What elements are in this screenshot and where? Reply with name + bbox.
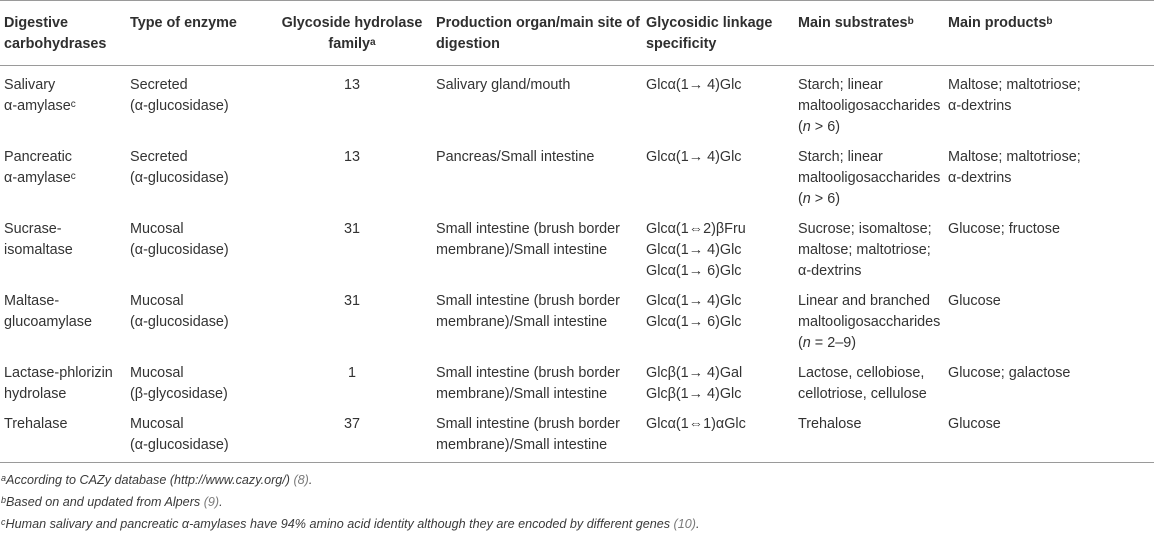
table-row bbox=[0, 354, 1154, 405]
cell-enzyme bbox=[0, 405, 126, 463]
header-enzyme bbox=[0, 1, 126, 66]
table-row bbox=[0, 282, 1154, 354]
header-linkage-line: specificity bbox=[646, 36, 717, 52]
footnote-ref: (9) bbox=[203, 495, 220, 509]
enzyme-type: Secreted bbox=[130, 77, 188, 93]
organ-text: Small intestine (brush border bbox=[436, 365, 620, 381]
cell-substrates bbox=[794, 282, 944, 354]
header-family-line: family$^a$ bbox=[328, 36, 376, 52]
enzyme-type: Mucosal bbox=[130, 221, 184, 237]
product-text: Maltose; maltotriose; bbox=[948, 77, 1081, 93]
linkage-text: Glcα(1→ 4)Glc bbox=[646, 77, 742, 93]
cell-family: 13 bbox=[343, 77, 360, 93]
cell-linkage bbox=[642, 66, 794, 139]
product-text: Glucose bbox=[948, 416, 1001, 432]
substrate-text: Starch; linear bbox=[798, 149, 883, 165]
header-linkage bbox=[642, 1, 794, 66]
cell-linkage bbox=[642, 405, 794, 463]
organ-text: membrane)/Small intestine bbox=[436, 386, 608, 402]
enzyme-type: (β-glycosidase) bbox=[130, 386, 228, 402]
header-family-line: Glycoside hydrolase bbox=[281, 15, 423, 31]
cell-family: 1 bbox=[347, 365, 356, 381]
linkage-text: Glcα(1→ 4)Glc bbox=[646, 293, 742, 309]
substrate-text: cellotriose, cellulose bbox=[798, 386, 927, 402]
footnote-mark: b bbox=[907, 16, 914, 27]
enzyme-name: isomaltase bbox=[4, 242, 73, 258]
cell-family: 31 bbox=[343, 293, 360, 309]
enzyme-name: Lactase-phlorizin bbox=[4, 365, 113, 381]
header-enzyme-line: Digestive bbox=[4, 15, 68, 31]
product-text: Glucose; fructose bbox=[948, 221, 1060, 237]
substrate-text: Linear and branched bbox=[798, 293, 931, 309]
organ-text: Pancreas/Small intestine bbox=[436, 149, 595, 165]
substrate-text: Sucrose; isomaltose; bbox=[798, 221, 932, 237]
linkage-text: Glcα(1→ 6)Glc bbox=[646, 263, 742, 279]
enzyme-type: (α-glucosidase) bbox=[130, 170, 229, 186]
enzyme-name: Sucrase- bbox=[4, 221, 62, 237]
enzyme-name: α-amylase$^c$ bbox=[4, 170, 76, 186]
cell-enzyme bbox=[0, 138, 126, 210]
footnote-end: . bbox=[695, 517, 700, 531]
header-family bbox=[272, 1, 432, 66]
footnote-text: According to CAZy database (http://www.cazy.org/) bbox=[6, 473, 294, 487]
cell-type bbox=[126, 405, 272, 463]
cell-linkage bbox=[642, 282, 794, 354]
cell-linkage bbox=[642, 210, 794, 282]
cell-type bbox=[126, 282, 272, 354]
linkage-text: Glcβ(1→ 4)Gal bbox=[646, 365, 743, 381]
cell-products bbox=[944, 354, 1154, 405]
header-type bbox=[126, 1, 272, 66]
cell-organ bbox=[432, 405, 642, 463]
table-row bbox=[0, 138, 1154, 210]
enzyme-type: (α-glucosidase) bbox=[130, 437, 229, 453]
footnote-mark: a bbox=[1, 473, 7, 483]
footnote-mark: b bbox=[1046, 16, 1053, 27]
header-substrates-line: Main substrates$^b$ bbox=[798, 15, 914, 31]
cell-products bbox=[944, 138, 1154, 210]
enzyme-type: Mucosal bbox=[130, 365, 184, 381]
enzyme-name: Trehalase bbox=[4, 416, 68, 432]
product-text: Glucose; galactose bbox=[948, 365, 1071, 381]
header-row bbox=[0, 1, 1154, 66]
linkage-text: Glcα(1→ 4)Glc bbox=[646, 149, 742, 165]
cell-enzyme bbox=[0, 66, 126, 139]
header-substrates bbox=[794, 1, 944, 66]
organ-text: Salivary gland/mouth bbox=[436, 77, 571, 93]
enzyme-name: Pancreatic bbox=[4, 149, 72, 165]
footnote-ref: (10) bbox=[673, 517, 696, 531]
header-products-line: Main products$^b$ bbox=[948, 15, 1053, 31]
cell-products bbox=[944, 210, 1154, 282]
product-text: Maltose; maltotriose; bbox=[948, 149, 1081, 165]
table-row bbox=[0, 66, 1154, 139]
cell-organ bbox=[432, 66, 642, 139]
footnote-text: Human salivary and pancreatic α-amylases have 94% amino acid identity although they are encoded by different genes bbox=[5, 517, 674, 531]
product-text: Glucose bbox=[948, 293, 1001, 309]
footnote-mark: a bbox=[370, 37, 376, 48]
linkage-text: Glcα(1⇔1)αGlc bbox=[646, 416, 746, 432]
organ-text: Small intestine (brush border bbox=[436, 221, 620, 237]
footnote-mark: c bbox=[70, 171, 76, 182]
cell-family: 31 bbox=[343, 221, 360, 237]
cell-enzyme bbox=[0, 282, 126, 354]
organ-text: membrane)/Small intestine bbox=[436, 314, 608, 330]
cell-type bbox=[126, 354, 272, 405]
footnote-text: Based on and updated from Alpers bbox=[6, 495, 204, 509]
substrate-range: (n > 6) bbox=[798, 119, 841, 135]
cell-products bbox=[944, 282, 1154, 354]
substrate-text: Trehalose bbox=[798, 416, 862, 432]
cell-substrates bbox=[794, 405, 944, 463]
enzyme-type: (α-glucosidase) bbox=[130, 314, 229, 330]
cell-substrates bbox=[794, 66, 944, 139]
footnote bbox=[1, 491, 1154, 513]
table-row bbox=[0, 405, 1154, 463]
substrate-text: maltose; maltotriose; bbox=[798, 242, 931, 258]
header-enzyme-line: carbohydrases bbox=[4, 36, 107, 52]
enzyme-name: Maltase- bbox=[4, 293, 60, 309]
enzyme-type: Secreted bbox=[130, 149, 188, 165]
substrate-range: (n > 6) bbox=[798, 191, 841, 207]
footnote-end: . bbox=[308, 473, 313, 487]
header-organ-line: Production organ/main site of bbox=[436, 15, 640, 31]
organ-text: membrane)/Small intestine bbox=[436, 437, 608, 453]
cell-products bbox=[944, 66, 1154, 139]
header-type-line: Type of enzyme bbox=[130, 15, 237, 31]
footnote-mark: c bbox=[70, 99, 76, 110]
enzyme-type: Mucosal bbox=[130, 293, 184, 309]
organ-text: Small intestine (brush border bbox=[436, 416, 620, 432]
organ-text: membrane)/Small intestine bbox=[436, 242, 608, 258]
footnote bbox=[1, 469, 1154, 491]
enzyme-type: (α-glucosidase) bbox=[130, 98, 229, 114]
cell-substrates bbox=[794, 210, 944, 282]
cell-enzyme bbox=[0, 210, 126, 282]
enzyme-name: α-amylase$^c$ bbox=[4, 98, 76, 114]
linkage-text: Glcα(1⇔2)βFru bbox=[646, 221, 746, 237]
cell-type bbox=[126, 66, 272, 139]
enzyme-name: Salivary bbox=[4, 77, 56, 93]
cell-linkage bbox=[642, 354, 794, 405]
cell-organ bbox=[432, 210, 642, 282]
cell-family: 13 bbox=[343, 149, 360, 165]
substrate-text: Lactose, cellobiose, bbox=[798, 365, 925, 381]
cell-organ bbox=[432, 282, 642, 354]
header-products bbox=[944, 1, 1154, 66]
product-text: α-dextrins bbox=[948, 98, 1012, 114]
table-row bbox=[0, 210, 1154, 282]
footnote-mark: c bbox=[1, 517, 6, 527]
cell-type bbox=[126, 210, 272, 282]
footnotes bbox=[0, 469, 1154, 535]
cell-substrates bbox=[794, 354, 944, 405]
substrate-text: α-dextrins bbox=[798, 263, 862, 279]
cell-organ bbox=[432, 138, 642, 210]
footnote bbox=[1, 513, 1154, 535]
cell-enzyme bbox=[0, 354, 126, 405]
table-body bbox=[0, 66, 1154, 463]
linkage-text: Glcα(1→ 6)Glc bbox=[646, 314, 742, 330]
linkage-text: Glcα(1→ 4)Glc bbox=[646, 242, 742, 258]
substrate-range: (n = 2–9) bbox=[798, 335, 857, 351]
substrate-text: maltooligosaccharides bbox=[798, 314, 941, 330]
header-organ-line: digestion bbox=[436, 36, 500, 52]
footnote-mark: b bbox=[1, 495, 7, 505]
cell-substrates bbox=[794, 138, 944, 210]
cell-organ bbox=[432, 354, 642, 405]
enzyme-name: hydrolase bbox=[4, 386, 67, 402]
cell-family: 37 bbox=[272, 405, 432, 463]
cell-type bbox=[126, 138, 272, 210]
substrate-text: Starch; linear bbox=[798, 77, 883, 93]
footnote-ref: (8) bbox=[293, 473, 309, 487]
footnote-end: . bbox=[219, 495, 223, 509]
product-text: α-dextrins bbox=[948, 170, 1012, 186]
cell-linkage bbox=[642, 138, 794, 210]
header-linkage-line: Glycosidic linkage bbox=[646, 15, 773, 31]
substrate-text: maltooligosaccharides bbox=[798, 98, 941, 114]
organ-text: Small intestine (brush border bbox=[436, 293, 620, 309]
enzyme-type: (α-glucosidase) bbox=[130, 242, 229, 258]
substrate-text: maltooligosaccharides bbox=[798, 170, 941, 186]
cell-products bbox=[944, 405, 1154, 463]
enzyme-name: glucoamylase bbox=[4, 314, 92, 330]
enzyme-type: Mucosal bbox=[130, 416, 184, 432]
header-organ bbox=[432, 1, 642, 66]
linkage-text: Glcβ(1→ 4)Glc bbox=[646, 386, 742, 402]
